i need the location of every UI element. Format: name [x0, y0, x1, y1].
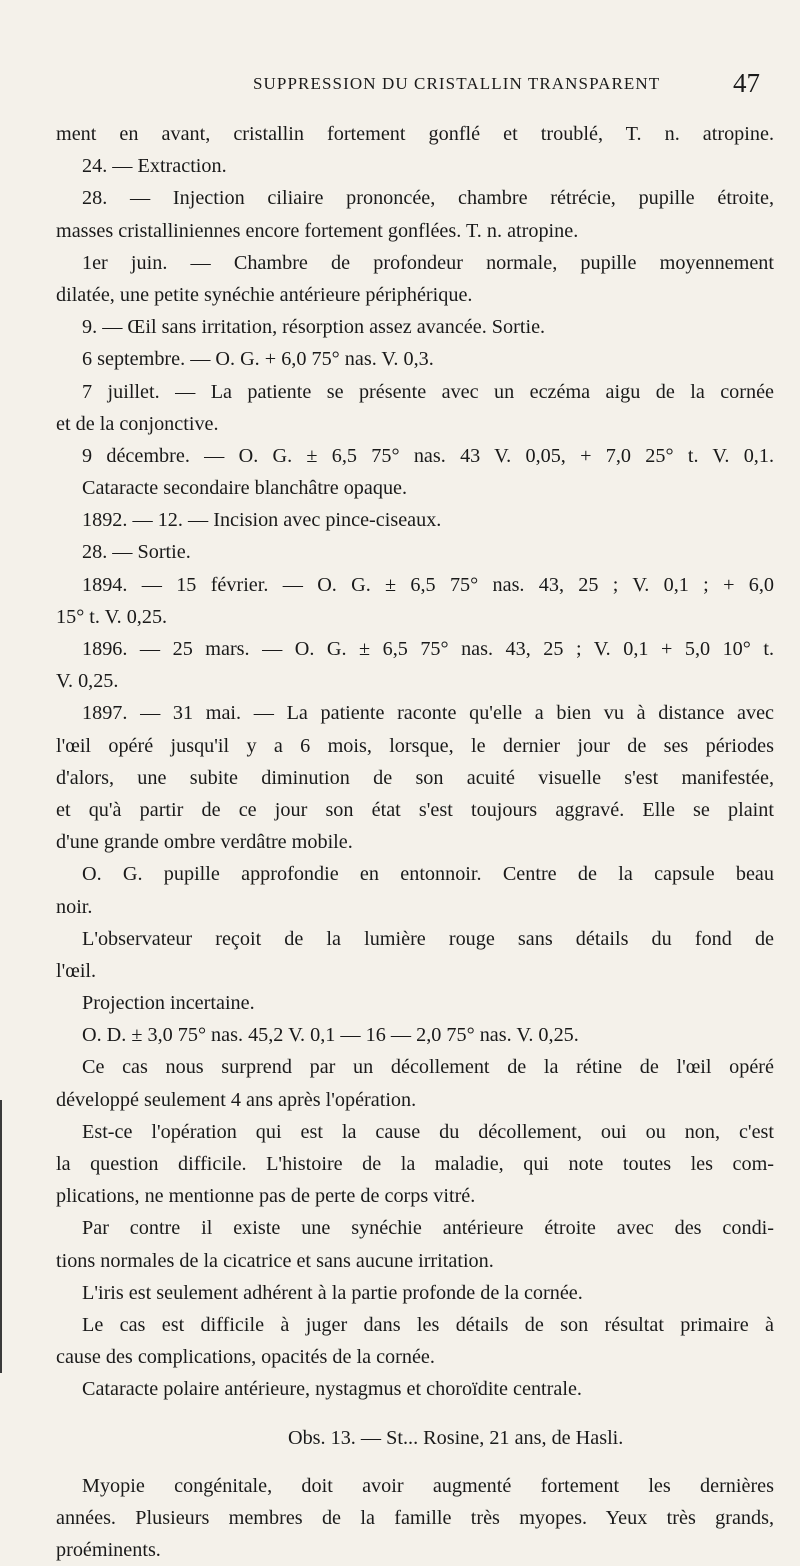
text-line: proéminents. — [56, 1539, 161, 1562]
text-line: plications, ne mentionne pas de perte de corps vitré. — [56, 1185, 476, 1208]
body-text — [56, 118, 774, 1566]
text-line: développé seulement 4 ans après l'opération. — [56, 1088, 417, 1111]
text-line: 1892. — 12. — Incision avec pince-ciseaux. — [82, 509, 442, 532]
text-line: cause des complications, opacités de la cornée. — [56, 1346, 435, 1369]
text-line: 1896. — 25 mars. — O. G. ± 6,5 75° nas. 43, 25 ; V. 0,1 + 5,0 10° t. — [82, 638, 774, 660]
text-line: ment en avant, cristallin fortement gonflé et troublé, T. n. atropine. — [56, 123, 774, 145]
text-line: L'iris est seulement adhérent à la partie profonde de la cornée. — [82, 1281, 583, 1304]
text-line: 1er juin. — Chambre de profondeur normale, pupille moyennement — [82, 251, 774, 274]
text-line: années. Plusieurs membres de la famille très myopes. Yeux très grands, — [56, 1506, 774, 1529]
text-line: 1894. — 15 février. — O. G. ± 6,5 75° nas. 43, 25 ; V. 0,1 ; + 6,0 — [82, 573, 774, 596]
text-line: Cataracte secondaire blanchâtre opaque. — [82, 477, 408, 500]
text-line: tions normales de la cicatrice et sans aucune irritation. — [56, 1249, 494, 1272]
text-line: Est-ce l'opération qui est la cause du décollement, oui ou non, c'est — [82, 1120, 774, 1143]
text-line: noir. — [56, 895, 93, 918]
text-line: Projection incertaine. — [82, 992, 255, 1015]
spacer — [56, 1406, 774, 1422]
spacer — [56, 1454, 774, 1470]
text-line: 28. — Sortie. — [82, 541, 191, 564]
text-line: Ce cas nous surprend par un décollement de la rétine de l'œil opéré — [82, 1056, 774, 1079]
text-line: 6 septembre. — O. G. + 6,0 75° nas. V. 0,3. — [82, 348, 434, 371]
text-line: Le cas est difficile à juger dans les détails de son résultat primaire à — [82, 1313, 774, 1336]
observation-heading: Obs. 13. — St... Rosine, 21 ans, de Hasli. — [288, 1426, 624, 1449]
text-line: V. 0,25. — [56, 670, 119, 693]
text-line: l'œil opéré jusqu'il y a 6 mois, lorsque, le dernier jour de ses périodes — [56, 734, 774, 757]
text-line: d'alors, une subite diminution de son acuité visuelle s'est manifestée, — [56, 766, 774, 789]
text-line: et de la conjonctive. — [56, 412, 219, 435]
text-line: O. D. ± 3,0 75° nas. 45,2 V. 0,1 — 16 — 2,0 75° nas. V. 0,25. — [82, 1024, 579, 1047]
text-line: dilatée, une petite synéchie antérieure périphérique. — [56, 283, 473, 306]
text-line: 7 juillet. — La patiente se présente avec un eczéma aigu de la cornée — [82, 380, 774, 403]
text-line: 24. — Extraction. — [82, 155, 227, 178]
text-line: et qu'à partir de ce jour son état s'est toujours aggravé. Elle se plaint — [56, 798, 774, 821]
text-line: 15° t. V. 0,25. — [56, 605, 168, 628]
text-line: 9. — Œil sans irritation, résorption assez avancée. Sortie. — [82, 316, 546, 339]
text-line: 28. — Injection ciliaire prononcée, chambre rétrécie, pupille étroite, — [82, 187, 774, 210]
text-line: Cataracte polaire antérieure, nystagmus et choroïdite centrale. — [82, 1378, 582, 1401]
text-line: Myopie congénitale, doit avoir augmenté fortement les dernières — [82, 1474, 774, 1497]
page-number: 47 — [733, 68, 760, 98]
text-line: 1897. — 31 mai. — La patiente raconte qu'elle a bien vu à distance avec — [82, 702, 774, 725]
text-line: d'une grande ombre verdâtre mobile. — [56, 831, 353, 854]
text-line: 9 décembre. — O. G. ± 6,5 75° nas. 43 V. 0,05, + 7,0 25° t. V. 0,1. — [82, 444, 774, 467]
text-line: O. G. pupille approfondie en entonnoir. Centre de la capsule beau — [82, 863, 774, 886]
binding-edge — [0, 1100, 2, 1373]
text-line: Par contre il existe une synéchie antérieure étroite avec des condi- — [82, 1217, 774, 1240]
text-line: la question difficile. L'histoire de la maladie, qui note toutes les com- — [56, 1153, 774, 1175]
page-header — [0, 68, 800, 104]
running-head: SUPPRESSION DU CRISTALLIN TRANSPARENT — [253, 74, 661, 93]
text-line: l'œil. — [56, 959, 97, 982]
text-line: masses cristalliniennes encore fortement gonflées. T. n. atropine. — [56, 219, 579, 242]
text-line: L'observateur reçoit de la lumière rouge sans détails du fond de — [82, 927, 774, 950]
